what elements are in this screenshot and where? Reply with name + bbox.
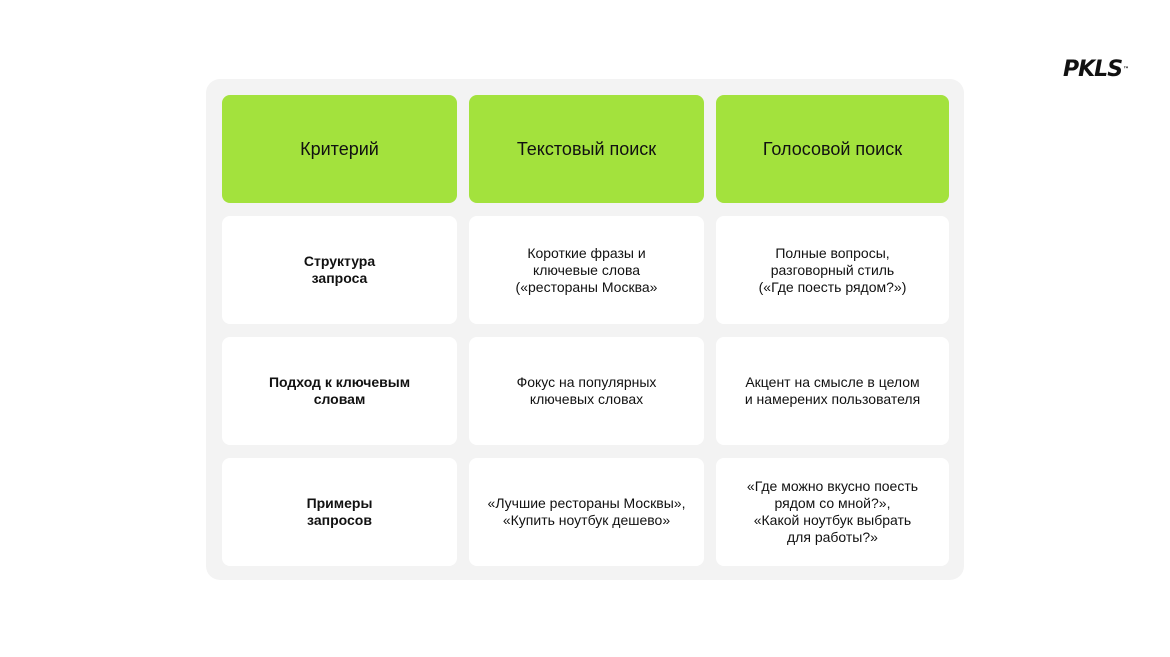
brand-logo bbox=[1063, 58, 1129, 82]
header-voice-search bbox=[716, 95, 949, 203]
row-query-examples-text bbox=[469, 458, 704, 566]
table-cell-text: Фокус на популярных ключевых словах bbox=[516, 374, 657, 407]
row-query-structure-voice bbox=[716, 216, 949, 324]
table-cell-text: Полные вопросы, разговорный стиль («Где поесть рядом?») bbox=[758, 244, 907, 295]
criterion-label: Примеры запросов bbox=[306, 495, 373, 528]
row-keywords-approach-text bbox=[469, 337, 704, 445]
row-keywords-approach-voice bbox=[716, 337, 949, 445]
header-criterion bbox=[222, 95, 457, 203]
table-cell-text: «Лучшие рестораны Москвы», «Купить ноутбук дешево» bbox=[487, 495, 686, 528]
row-query-structure-criterion bbox=[222, 216, 457, 324]
row-query-structure-text bbox=[469, 216, 704, 324]
table-cell-text: Акцент на смысле в целом и намерених пользователя bbox=[744, 374, 921, 407]
row-query-examples-criterion bbox=[222, 458, 457, 566]
row-keywords-approach-criterion bbox=[222, 337, 457, 445]
table-cell-text: Короткие фразы и ключевые слова («рестораны Москва» bbox=[515, 244, 658, 295]
header-text-search bbox=[469, 95, 704, 203]
trademark-sign: ™ bbox=[1123, 66, 1130, 73]
criterion-label: Подход к ключевым словам bbox=[268, 374, 411, 407]
header-text-search-label: Текстовый поиск bbox=[516, 139, 657, 159]
table-grid bbox=[222, 95, 949, 566]
header-voice-search-label: Голосовой поиск bbox=[762, 139, 903, 159]
comparison-table bbox=[206, 79, 964, 580]
header-criterion-label: Критерий bbox=[300, 139, 379, 159]
table-cell-text: «Где можно вкусно поесть рядом со мной?», «Какой ноутбук выбрать для работы?» bbox=[746, 478, 919, 545]
row-query-examples-voice bbox=[716, 458, 949, 566]
criterion-label: Структура запроса bbox=[303, 253, 376, 286]
logo-text: PKLS bbox=[1063, 57, 1123, 82]
